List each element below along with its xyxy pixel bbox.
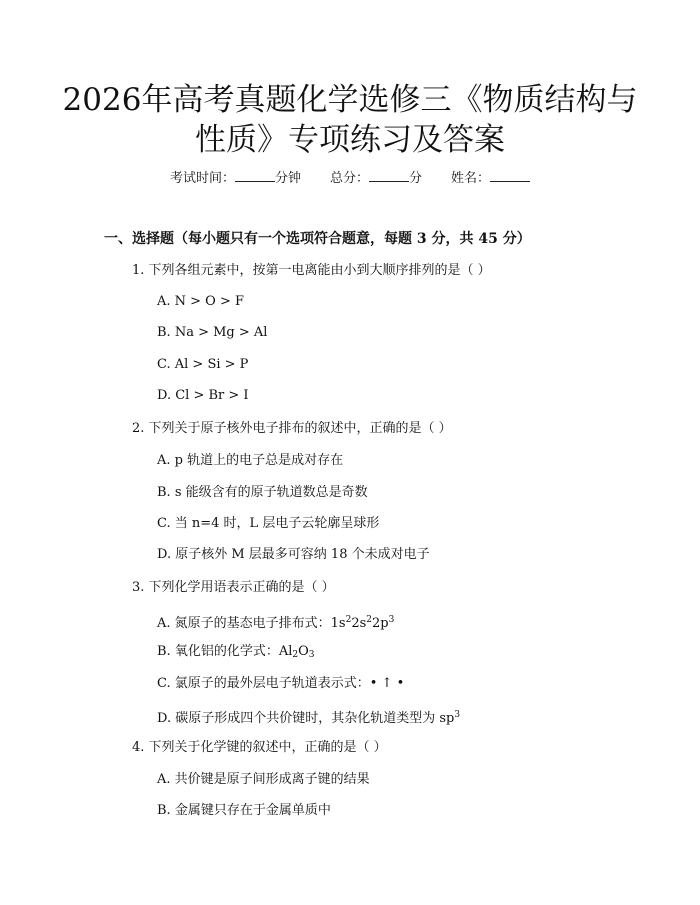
time-label: 考试时间： <box>170 171 236 186</box>
question-3-option-b: B. 氧化铝的化学式：$Al_2O_3$ <box>157 644 315 660</box>
section-heading-choice: 一、选择题（每小题只有一个选项符合题意，每题 3 分，共 45 分） <box>104 231 531 247</box>
question-4-option-a: A. 共价键是原子间形成离子键的结果 <box>157 772 370 787</box>
question-3-stem: 3. 下列化学用语表示正确的是（ ） <box>132 580 335 595</box>
score-unit: 分 <box>409 171 423 186</box>
question-2-option-b: B. s 能级含有的原子轨道数总是奇数 <box>157 485 368 500</box>
name-blank <box>490 169 530 182</box>
score-blank <box>369 169 409 182</box>
time-blank <box>235 169 275 182</box>
question-4-stem: 4. 下列关于化学键的叙述中，正确的是（ ） <box>132 740 387 755</box>
exam-info-line <box>0 169 700 188</box>
score-label: 总分： <box>329 171 369 186</box>
question-4-option-b: B. 金属键只存在于金属单质中 <box>157 803 331 818</box>
question-1-option-a: A. N > O > F <box>157 294 245 309</box>
page-title: 2026年高考真题化学选修三《物质结构与性质》专项练习及答案 <box>62 82 638 158</box>
name-label: 姓名： <box>450 171 490 186</box>
question-2-option-a: A. p 轨道上的电子总是成对存在 <box>157 453 344 468</box>
question-1-stem: 1. 下列各组元素中，按第一电离能由小到大顺序排列的是（ ） <box>132 263 491 278</box>
question-1-option-c: C. Al > Si > P <box>157 357 249 372</box>
time-unit: 分钟 <box>275 171 302 186</box>
question-2-option-d: D. 原子核外 M 层最多可容纳 18 个未成对电子 <box>157 547 430 562</box>
question-3-option-c: C. 氯原子的最外层电子轨道表示式：• ↑ • <box>157 676 405 691</box>
question-2-stem: 2. 下列关于原子核外电子排布的叙述中，正确的是（ ） <box>132 421 452 436</box>
question-1-option-d: D. Cl > Br > I <box>157 388 249 403</box>
orbital-diagram-symbol: • ↑ • <box>369 676 405 691</box>
question-3-option-a: A. 氮原子的基态电子排布式：$1s^22s^22p^3$ <box>157 615 395 631</box>
question-1-option-b: B. Na > Mg > Al <box>157 325 268 340</box>
question-2-option-c: C. 当 n=4 时，L 层电子云轮廓呈球形 <box>157 516 380 531</box>
question-3-option-d: D. 碳原子形成四个共价键时，其杂化轨道类型为 $sp^3$ <box>157 710 461 726</box>
